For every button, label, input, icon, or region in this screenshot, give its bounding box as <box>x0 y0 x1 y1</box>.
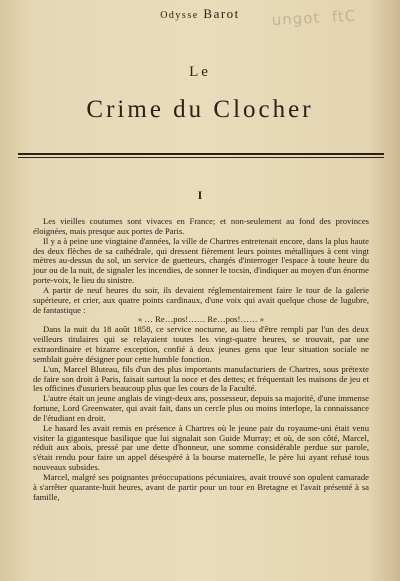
paragraph: Il y a à peine une vingtaine d'années, la ville de Chartres entretenait encore, dans la plus haute des deux flèches de sa cathédrale, qui dressent fièrement leurs pointes métalliques à cent vingt mètres au-dessus du sol, un service de guetteurs, chargés d'interroger l'espace à toute heure du jour ou de la nuit, de signaler les incendies, de sonner le tocsin, d'indiquer au moyen d'un énorme porte-voix, le lieu du sinistre. <box>33 235 369 286</box>
pencil-annotation: ungot ftC <box>271 6 357 30</box>
paragraph: Marcel, malgré ses poignantes préoccupations pécuniaires, avait trouvé son opulent camarade à s'arrêter quarante-huit heures, avant de partir pour un tour en Bretagne et l'avait présenté à sa famille, <box>33 471 369 502</box>
title-divider-thick <box>18 153 384 155</box>
author-name <box>0 6 400 22</box>
paragraph: Dans la nuit du 18 août 1858, ce service nocturne, au lieu d'être rempli par l'un des deux veilleurs titulaires qui se relayaient toutes les vingt-quatre heures, se trouvait, par une extraordinaire et bizarre exception, confié à deux jeunes gens que leur situation sociale ne semblait guère désigner pour cette humble fonction. <box>33 324 369 364</box>
body-text <box>33 217 369 577</box>
paragraph: L'autre était un jeune anglais de vingt-deux ans, possesseur, depuis sa majorité, d'une immense fortune, Lord Greenwater, qui avait fait, dans un cercle plus ou moins interlope, la connaissance de l'étudiant en droit. <box>33 393 369 423</box>
paragraph: Le hasard les avait remis en présence à Chartres où le jeune pair du royaume-uni était venu visiter la gigantesque basilique que lui signalait son Guide Murray; et où, de son côté, Marcel, réduit aux abois, pressé par une dette d'honneur, une somme considérable perdue sur parole, s'était rendu pour faire un appel désespéré à la bourse maternelle, le père lui ayant refusé tous nouveaux subsides. <box>33 422 369 473</box>
chapter-number: I <box>197 188 203 202</box>
title-article: Le <box>189 64 211 80</box>
author-first-name: Odysse <box>160 10 199 21</box>
paragraph: L'un, Marcel Bluteau, fils d'un des plus importants manufacturiers de Chartres, sous prétexte de faire son droit à Paris, faisait surtout la noce et des dettes; et fréquentait les maisons de jeu et les officines d'usuriers beaucoup plus que les cours de la Faculté. <box>33 363 369 394</box>
author-last-name: Barot <box>203 6 240 21</box>
title-divider-thin <box>18 157 384 158</box>
paragraph-cry: « … Re…pos!…… Re…pos!…… » <box>137 314 265 325</box>
paragraph: A partir de neuf heures du soir, ils devaient réglementairement faire le tour de la galerie supérieure, et crier, aux quatre points cardinaux, d'une voix qui avait quelque chose de lugubre, de fantastique : <box>33 284 369 315</box>
paragraph: Les vieilles coutumes sont vivaces en France; et non-seulement au fond des provinces éloignées, mais presque aux portes de Paris. <box>33 216 369 236</box>
page-title: Crime du Clocher <box>86 96 314 123</box>
